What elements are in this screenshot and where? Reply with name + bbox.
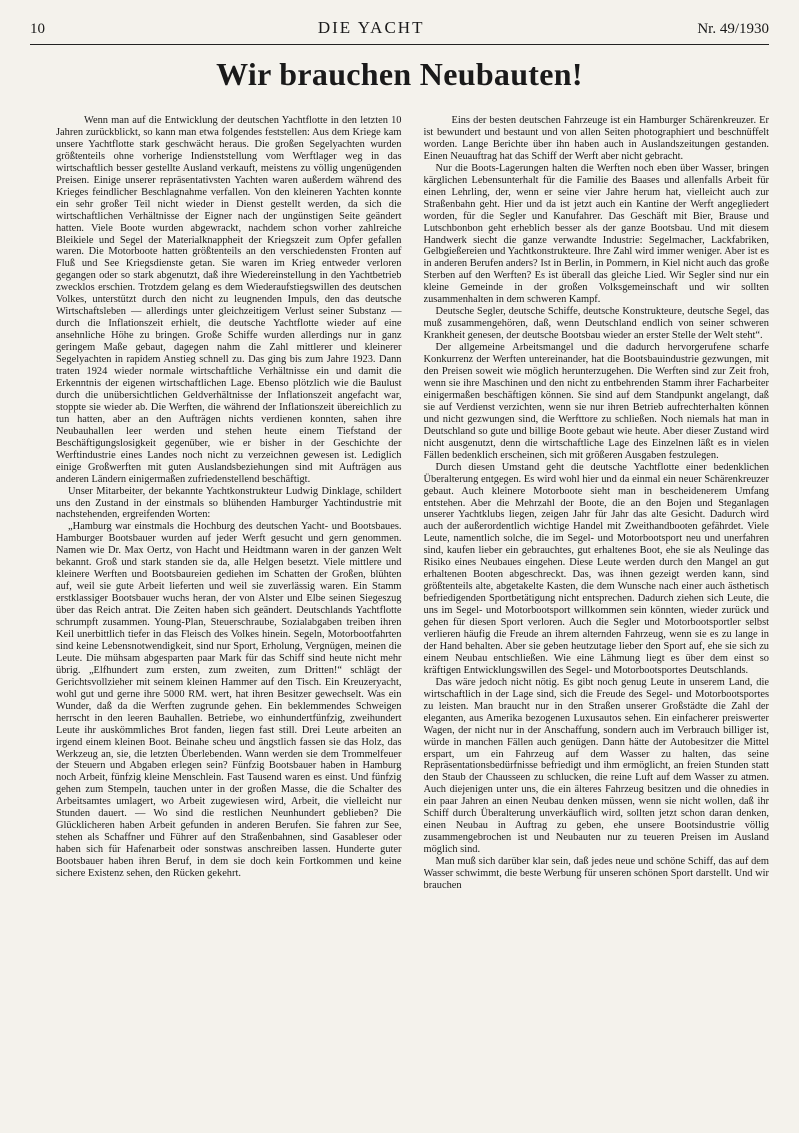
header-rule: [30, 44, 769, 45]
paragraph: Das wäre jedoch nicht nötig. Es gibt noch genug Leute in unserem Land, die wirtschaftlich in der Lage sind, sich die Freude des Segel- und Motorbootsportes zu leisten. Man braucht nur in den Straßen unserer Großstädte die Zahl der eleganten, aus Amerika bezogenen Luxusautos sehen. Ein einfacherer preiswerter Wagen, der nicht nur in der Anschaffung, sondern auch im Verbrauch billiger ist, würde in manchen Fällen auch genügen. Dann hätte der Autobesitzer die Mittel erspart, um ein Fahrzeug auf dem Wasser zu halten, das seine Repräsentationsbedürfnisse befriedigt und ihm ermöglicht, an freien Stunden statt den Staub der Chausseen zu schlucken, die reine Luft auf dem Wasser zu atmen. Auch diejenigen unter uns, die ein älteres Fahrzeug besitzen und die ohnedies in ein paar Jahren an einen Neubau denken müssen, wenn sie nicht wollen, daß ihr Schiff durch Überalterung unverkäuflich wird, sollten jetzt schon daran denken, einen Neubau in Auftrag zu geben, ehe unsere Bootsindustrie völlig zusammengebrochen ist und Neubauten nur zu teueren Preisen im Ausland möglich sind.: [423, 676, 769, 856]
page-header: [30, 18, 769, 40]
paragraph: Deutsche Segler, deutsche Schiffe, deutsche Konstrukteure, deutsche Segel, das muß zusammengehören, daß, wenn Deutschland endlich von seiner schweren Krankheit genesen, der deutsche Bootsbau wieder an erster Stelle der Welt steht“.: [423, 306, 769, 342]
magazine-name: DIE YACHT: [317, 18, 425, 37]
page-number: 10: [30, 21, 45, 37]
right-column: [424, 115, 770, 1125]
paragraph: Nur die Boots-Lagerungen halten die Werften noch eben über Wasser, bringen kärglichen Lebensunterhalt für die Familie des Baases und allenfalls Arbeit für einen Lehrling, der, wenn er seine vier Jahre herum hat, vielleicht auch zur Straßenbahn geht. Hier und da ist jetzt auch ein Kantine der Werft angegliedert worden, für die Segler und Kanufahrer. Das Geschäft mit Bier, Brause und Lutschbonbon geht erheblich besser als der ganze Bootsbau. Und mit diesem Handwerk siecht die ganze verwandte Industrie: Segelmacher, Lackfabriken, Gelbgießereien und Yachtkonstrukteure. Ihre Zahl wird immer weniger. Aber ist es in anderen Berufen anders? Ist in Berlin, in Pommern, in Kiel nicht auch das große Sterben auf den Werften? Es ist überall das gleiche Lied. Wir Segler sind nur ein kleine Gemeinde in der großen Volksgemeinschaft und wir sollten zusammenhalten in dem schweren Kampf.: [423, 162, 769, 306]
paragraph: Durch diesen Umstand geht die deutsche Yachtflotte einer bedenklichen Überalterung entgegen. Es wird wohl hier und da einmal ein neuer Schärenkreuzer gebaut. Auch kleinere Motorboote sieht man in bescheidenerem Umfang entstehen. Aber die Mehrzahl der Boote, die an den Bojen und Steganlagen unserer Yachtklubs liegen, zeigen Jahr für Jahr das alte Gesicht. Dadurch wird auch der außerordentlich wichtige Handel mit Zweithandbooten gefährdet. Viele Leute, namentlich solche, die im Segel- und Motorbootsport neu und unerfahren sind, kaufen lieber ein gebrauchtes, gut erhaltenes Boot, ehe sie als Neulinge das Risiko eines Neubaues eingehen. Diese Leute werden durch den Mangel an gut erhaltenen Booten abgeschreckt. Das, was ihnen gezeigt werden kann, sind größtenteils alte, abgetakelte Kasten, die dem Wunsche nach einer auch ästhetisch befriedigenden Sportbetätigung nicht entsprechen. Dadurch ziehen sich Leute, die uns im Segel- und Motorbootsport willkommen sein könnten, wieder zurück und gehen für diesen Sport verloren. Auch die Segler und Motorbootsportler selbst verlieren häufig die Freude an ihrem alternden Fahrzeug, wenn sie es zu lange in der Hand behalten. Aber sie geben heutzutage lieber den Sport auf, ehe sie sich zu einem Neubau entschließen. Wie eine Lähmung liegt es über dem einst so kräftigen Entwicklungswillen des Segel- und Motorbootsportes Deutschlands.: [423, 461, 769, 676]
paragraph: „Hamburg war einstmals die Hochburg des deutschen Yacht- und Bootsbaues. Hamburger Bootsbauer wurden auf jeder Werft gesucht und gern genommen. Namen wie Dr. Max Oertz, von Hacht und Heidtmann waren in der ganzen Welt bekannt. Groß und stark standen sie da, alle Helgen besetzt. Viele mittlere und kleinere Werften und Bootsbaureien gediehen im Schatten der Großen, blühten auf, weil sie gute Arbeit lieferten und weil sie zuverlässig waren. Ein Stamm erstklassiger Bootsbauer wuchs heran, der von Alster und Elbe seinen Siegeszug über das Reich antrat. Die Zeiten haben sich geändert. Deutschlands Yachtflotte schrumpft zusammen. Young-Plan, Steuerschraube, Sozialabgaben treiben ihren Keil unerbittlich tiefer in das Fleisch des Volkes hinein. Segeln, Motorbootfahrten sind keine Lebensnotwendigkeit, sind nur Sport, Erholung, Vergnügen, meinen die Leute. Die mühsam abgesparten paar Mark für das Schiff sind heute nicht mehr übrig. „Elfhundert zum ersten, zum zweiten, zum Dritten!“ schlägt der Gerichtsvollzieher mit seinem kleinen Hammer auf den Tisch. Ein Kreuzeryacht, wohl gut und gerne ihre 5000 RM. wert, hat ihren Besitzer gewechselt. Was ein Wunder, daß da die Werften zugrunde gehen. Ein beklemmendes Schweigen herrscht in den leeren Bauhallen. Betriebe, wo einhundertfünfzig, zweihundert Leute ihr auskömmliches Brot fanden, liegen fast still. Drei Leute arbeiten an irgend einem kleinen Boot. Beinahe scheu und ängstlich fassen sie das Holz, das Werkzeug an, sie, die letzten Überlebenden. Wann werden sie dem Trommelfeuer der Steuern und Abgaben erlegen sein? Fünfzig Bootsbauer haben in Hamburg noch Arbeit, fünfzig kleine Menschlein. Fast Tausend waren es einst. Und fünfzig gehen zum Stempeln, tauchen unter in der großen Masse, die die Schalter des Arbeitsamtes umlagert, wo Arbeit zugewiesen wird, Arbeit, die vielleicht nur Stunden dauert. — Wo sind die restlichen Neunhundert geblieben? Die Glücklicheren haben Arbeit gefunden in anderen Berufen. Sie fahren zur See, stehen als Schaffner und Führer auf den Straßenbahnen, sind Gasableser oder haben sich für Hafenarbeit oder sonstwas anschreiben lassen. Hunderte guter Bootsbauer haben ihren Beruf, in dem sie doch kein Fortkommen und keine sichere Existenz sehen, den Rücken gekehrt.: [56, 521, 402, 880]
paragraph: Eins der besten deutschen Fahrzeuge ist ein Hamburger Schärenkreuzer. Er ist bewundert und bestaunt und von allen Seiten photographiert und beschnüffelt worden. Lange Berichte über ihn haben auch in Auslandszeitungen gestanden. Einen Neuauftrag hat das Schiff der Werft aber nicht gebracht.: [423, 115, 769, 162]
left-column: [56, 115, 402, 1125]
article-body: [56, 115, 769, 1125]
paragraph: Der allgemeine Arbeitsmangel und die dadurch hervorgerufene scharfe Konkurrenz der Werften untereinander, hat die Bootsbauindustrie gezwungen, mit den Preisen soweit wie möglich herunterzugehen. Die Werften sind zur Zeit froh, wenn sie ihre Maschinen und den nicht zu entbehrenden Stamm ihrer Facharbeiter einigermaßen beschäftigen können. Sie sind auf dem Standpunkt angelangt, daß sie auf Verdienst verzichten, wenn sie nur ihren Betrieb aufrechterhalten können und nicht gezwungen sind, die Werfttore zu schließen. Noch niemals hat man in Deutschland so gute und billige Boote gebaut wie heute. Aber dieser Zustand wird nicht ausgenutzt, denn die wirtschaftliche Lage des Einzelnen läßt es in vielen Fällen bedenklich erscheinen, sich mit größeren Ausgaben festzulegen.: [423, 342, 769, 461]
paragraph: Man muß sich darüber klar sein, daß jedes neue und schöne Schiff, das auf dem Wasser schwimmt, die beste Werbung für unseren schönen Sport darstellt. Und wir brauchen: [423, 856, 769, 891]
article-title: Wir brauchen Neubauten!: [216, 56, 583, 92]
issue-number: Nr. 49/1930: [697, 21, 769, 37]
paragraph: Unser Mitarbeiter, der bekannte Yachtkonstrukteur Ludwig Dinklage, schildert uns den Zustand in der einstmals so blühenden Hamburger Yachtindustrie mit nachstehenden, ergreifenden Worten:: [56, 485, 402, 521]
paragraph: Wenn man auf die Entwicklung der deutschen Yachtflotte in den letzten 10 Jahren zurückblickt, so kann man etwa folgendes feststellen: Aus dem Kriege kam unsere Yachtflotte stark geschwächt heraus. Die großen Segelyachten wurden größtenteils ohne vorherige Indienststellung vom Werftlager weg in das wirtschaftlich besser gestellte Ausland verkauft, meistens zu völlig ungenügenden Preisen. Einige unserer repräsentativsten Yachten waren außerdem während des Krieges feindlicher Beschlagnahme verfallen. Von den kleineren Yachten konnte ein sehr großer Teil nicht wieder in Dienst gestellt werden, da sich die wirtschaftlichen Verhältnisse der Eigner nach der ungünstigen Seite geändert hatten. Viele Boote wurden abgewrackt, nachdem schon vorher zahlreiche Bleikiele und Segel der Materialknappheit der Kriegszeit zum Opfer gefallen waren. Die Motorboote hatten größtenteils an den verschiedensten Fronten auf Fluß und See Kriegsdienste getan. Sie waren im Krieg entweder verloren gegangen oder so stark abgenutzt, daß ihre Wiedereinstellung in den Yachtbetrieb zwecklos erschien. Trotzdem gelang es dem Wiederaufstiegswillen des deutschen Volkes, unterstützt durch den nicht zu leugnenden Impuls, den das deutsche Wirtschaftsleben — allerdings unter gleichzeitigem Verlust seiner Substanz — durch die Inflationszeit erhielt, die deutsche Yachtflotte wieder auf eine ansehnliche Höhe zu bringen. Große Schiffe wurden allerdings nur in ganz geringem Maße gebaut, dagegen nahm die Zahl mittlerer und kleinerer Segelyachten in rapidem Anstieg schnell zu. Das ging bis zum Jahre 1923. Dann traten 1924 wieder normale wirtschaftliche Verhältnisse ein und damit die Erkenntnis der eigenen wirtschaftlichen Lage. Ebenso plötzlich wie die Baulust durch die unübersichtlichen Geldverhältnisse der Inflationszeit angefacht war, stoppte sie wieder ab. Die Werften, die während der Inflationszeit übereichlich zu tun hatten, aber an den Aufträgen nichts verdienen konnten, sahen ihre Neubauhallen leer werden und stehen heute einem Tiefstand der Beschäftigungslosigkeit gegenüber, wie er bisher in der Geschichte der Werftindustrie eines Landes noch nicht zu verzeichnen gewesen ist. Lediglich einige Großwerften mit guten Auslandsbeziehungen sind mit Aufträgen aus anderen Ländern einigermaßen zufriedenstellend beschäftigt.: [56, 115, 402, 485]
